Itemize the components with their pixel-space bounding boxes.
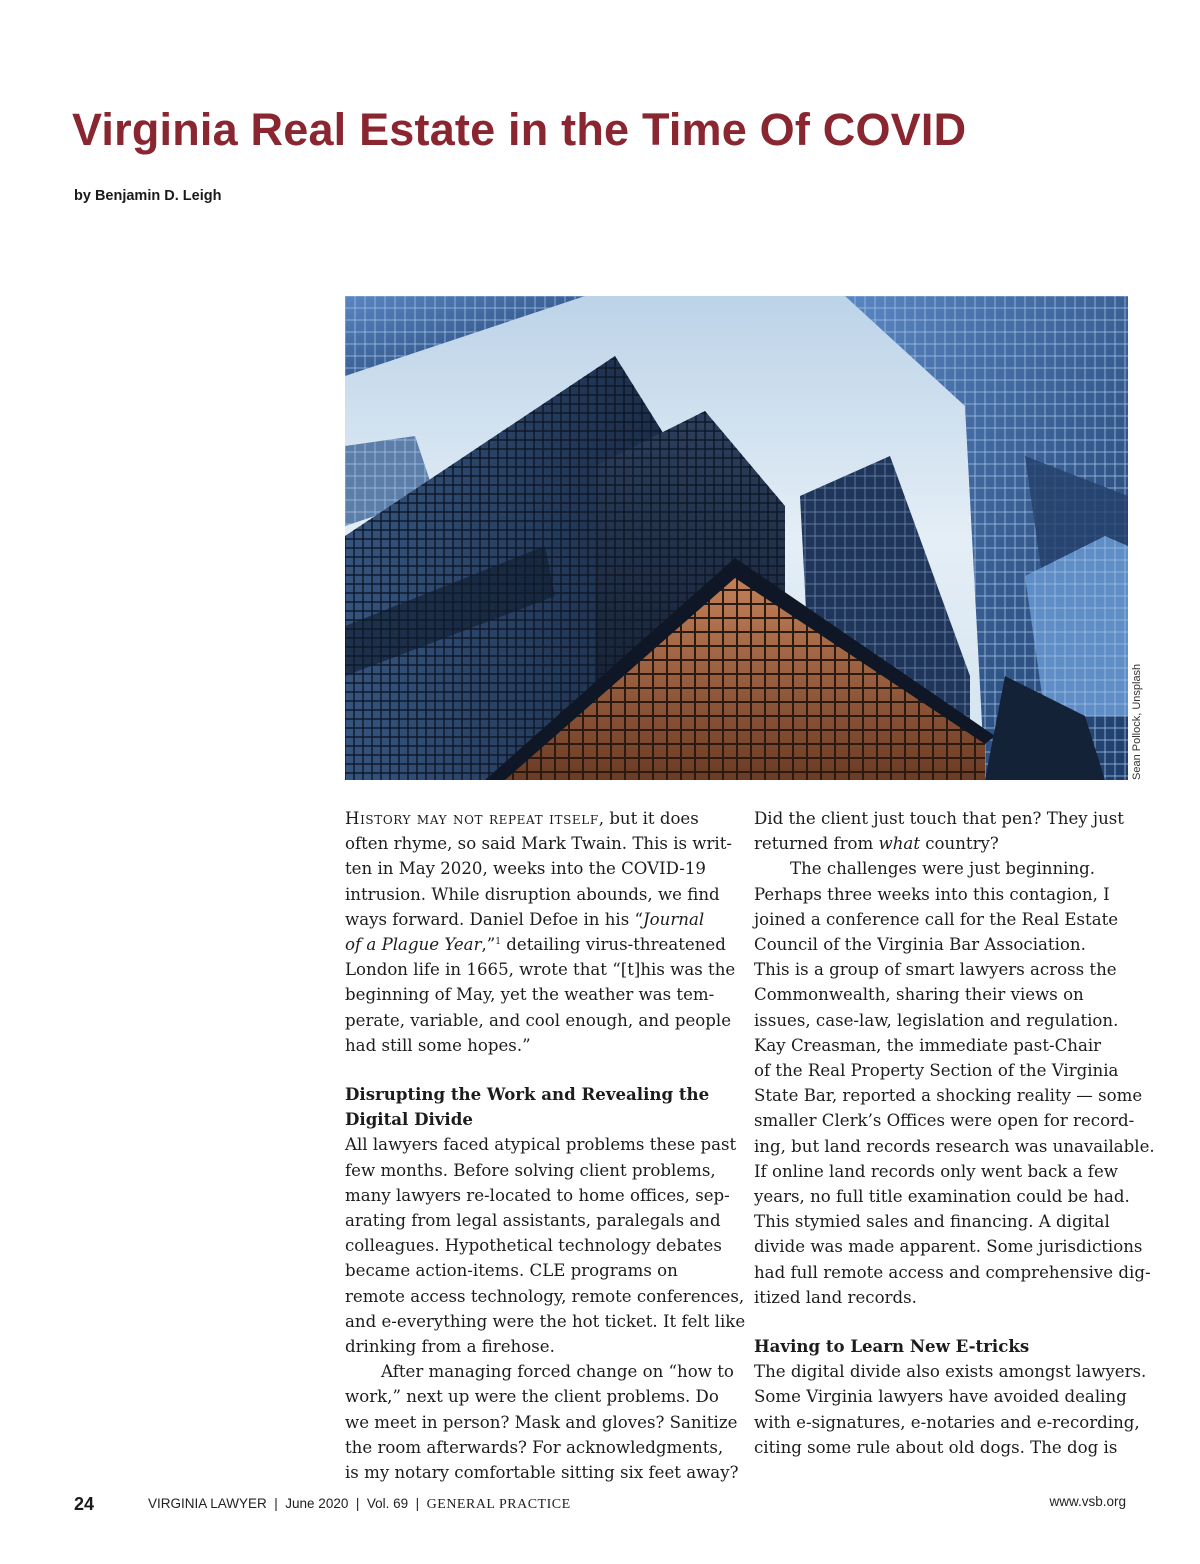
text-line: few months. Before solving client problems, (345, 1160, 716, 1180)
text-line: Kay Creasman, the immediate past-Chair (754, 1035, 1102, 1055)
text-line: became action-items. CLE programs on (345, 1261, 678, 1281)
text-line: The digital divide also exists amongst lawyers. (754, 1362, 1147, 1382)
journal-title: Journal (643, 909, 705, 929)
footer-url[interactable]: www.vsb.org (1049, 1494, 1126, 1509)
text-line: the room afterwards? For acknowledgments, (345, 1437, 724, 1457)
text-line: returned from what country? (754, 834, 999, 854)
text-line: beginning of May, yet the weather was tem- (345, 985, 715, 1005)
text-line: of a Plague Year,”$^1$ detailing virus-threatened (345, 935, 726, 955)
text-line: Some Virginia lawyers have avoided dealing (754, 1387, 1127, 1407)
text-line: years, no full title examination could be had. (754, 1187, 1130, 1207)
footer-section: GENERAL PRACTICE (426, 1497, 571, 1512)
left-column (345, 806, 746, 1485)
text-line: ing, but land records research was unavailable. (754, 1136, 1155, 1156)
section-heading: Digital Divide (345, 1109, 473, 1130)
text-line: often rhyme, so said Mark Twain. This is writ- (345, 834, 733, 854)
photo-credit: Sean Pollock, Unsplash (1131, 663, 1143, 780)
page-number: 24 (74, 1494, 95, 1514)
text-line: ten in May 2020, weeks into the COVID-19 (345, 859, 706, 879)
text-line: with e-signatures, e-notaries and e-recording, (754, 1412, 1140, 1432)
text-line: This stymied sales and financing. A digital (754, 1212, 1110, 1232)
text-line: intrusion. While disruption abounds, we find (345, 884, 720, 904)
text-line: we meet in person? Mask and gloves? Sanitize (345, 1412, 738, 1432)
text-line: is my notary comfortable sitting six feet away? (345, 1463, 739, 1483)
text-line: This is a group of smart lawyers across the (754, 960, 1117, 980)
text-line: Council of the Virginia Bar Association. (754, 935, 1086, 955)
skyscrapers-photo (345, 296, 1128, 780)
text-line: divide was made apparent. Some jurisdictions (754, 1237, 1143, 1257)
text-line: citing some rule about old dogs. The dog is (754, 1437, 1118, 1457)
footer-magazine-info: VIRGINIA LAWYER | June 2020 | Vol. 69 | GENERAL PRACTICE (148, 1496, 571, 1512)
text-line: The challenges were just beginning. (790, 859, 1096, 879)
lead-in: History may not repeat itself (345, 809, 599, 828)
text-line: colleagues. Hypothetical technology debates (345, 1236, 722, 1256)
text-line: All lawyers faced atypical problems these past (345, 1135, 737, 1155)
text-line: Commonwealth, sharing their views on (754, 985, 1084, 1005)
text-line: Did the client just touch that pen? They just (754, 809, 1124, 828)
text-line: smaller Clerk’s Offices were open for record- (754, 1111, 1135, 1131)
text-line: London life in 1665, wrote that “[t]his was the (345, 960, 736, 980)
section-heading: Disrupting the Work and Revealing the (345, 1084, 710, 1105)
text-line: and e-everything were the hot ticket. It felt like (345, 1311, 746, 1331)
text-line: ways forward. Daniel Defoe in his “Journal (345, 909, 705, 929)
text-line: arating from legal assistants, paralegals and (345, 1211, 721, 1231)
text-line: many lawyers re-located to home offices, sep- (345, 1185, 730, 1205)
article-title: Virginia Real Estate in the Time Of COVID (72, 104, 967, 155)
text-line: If online land records only went back a few (754, 1161, 1118, 1181)
text-line: of the Real Property Section of the Virginia (754, 1061, 1119, 1081)
text-line: joined a conference call for the Real Estate (754, 909, 1119, 929)
paragraph: History may not repeat itself, but it does (345, 809, 699, 828)
section-heading: Having to Learn New E-tricks (754, 1336, 1030, 1357)
right-column (754, 806, 1155, 1460)
text-line: perate, variable, and cool enough, and people (345, 1010, 732, 1030)
text-line: itized land records. (754, 1287, 917, 1307)
text-line: work,” next up were the client problems. Do (345, 1387, 719, 1407)
text-line: had full remote access and comprehensive dig- (754, 1262, 1151, 1282)
text-line: State Bar, reported a shocking reality — some (754, 1086, 1143, 1106)
text-line: Perhaps three weeks into this contagion, I (754, 884, 1110, 904)
text-line: issues, case-law, legislation and regulation. (754, 1010, 1119, 1030)
text-line: drinking from a firehose. (345, 1337, 555, 1357)
text-line: remote access technology, remote conferences, (345, 1286, 745, 1306)
text-line: After managing forced change on “how to (381, 1362, 734, 1382)
text-line: had still some hopes.” (345, 1035, 531, 1055)
byline: by Benjamin D. Leigh (74, 188, 222, 204)
footnote-ref[interactable]: 1 (495, 937, 502, 948)
